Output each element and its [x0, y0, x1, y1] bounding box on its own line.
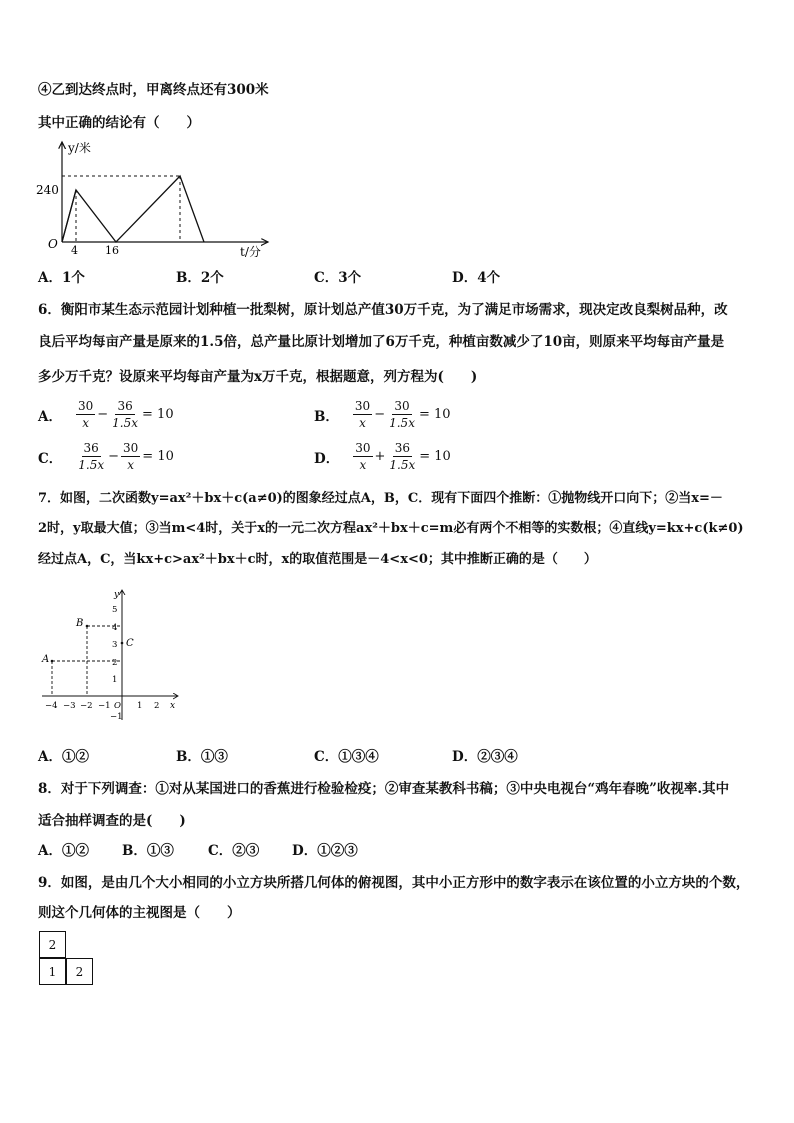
- q7-y-tick-5: 5: [112, 605, 118, 615]
- q7-y-tick-neg1: −1: [110, 712, 123, 722]
- q6-option-d: D． 30 x + $\frac{36}{1.5x}$ = 10: [314, 441, 451, 472]
- q9-cell-top: 2: [39, 931, 66, 958]
- q5-option-c: C．3个: [314, 270, 362, 286]
- q5-x-tick-a: 4: [71, 244, 78, 257]
- q6-line-1: 6．衡阳市某生态示范园计划种植一批梨树，原计划总产值30万千克，为了满足市场需求，现决定改良梨树品种，改: [38, 302, 728, 318]
- q5-line-1: [62, 176, 204, 242]
- q5-line-2: [62, 190, 76, 242]
- q5-item4: ④乙到达终点时，甲离终点还有300米: [38, 82, 269, 98]
- q7-point-a: A: [42, 654, 50, 665]
- q9-line-2: 则这个几何体的主视图是（ ）: [38, 905, 241, 921]
- q7-option-a: A．①②: [38, 749, 89, 765]
- q5-option-a: A．1个: [38, 270, 85, 286]
- q7-point-c-dot: [121, 642, 124, 645]
- q7-option-b: B．①③: [176, 749, 228, 765]
- q7-point-c: C: [126, 638, 134, 649]
- q7-x-tick-1: 1: [137, 701, 143, 711]
- q7-x-axis-label: x: [170, 701, 176, 711]
- q7-line-3: 经过点A，C，当kx+c>ax²＋bx＋c时，x的取值范围是－4<x<0；其中推断正确的是（ ）: [38, 552, 597, 567]
- q6-option-c: C． 36 1.5x − $\frac{30}{x}$ = 10: [38, 441, 174, 472]
- q7-x-tick-2: 2: [154, 701, 160, 711]
- q5-x-tick-b: 16: [105, 244, 119, 257]
- q7-point-a-dot: [51, 660, 54, 663]
- q7-x-tick-neg3: −3: [63, 701, 76, 711]
- q6-option-a: A． 30 x − $\frac{36}{1.5x}$ = 10: [38, 399, 174, 430]
- q7-x-tick-neg2: −2: [80, 701, 93, 711]
- q5-x-label: t/分: [240, 245, 261, 259]
- q6-line-2: 良后平均每亩产量是原来的1.5倍，总产量比原计划增加了6万千克，种植亩数减少了10亩，则原来平均每亩产量是: [38, 334, 725, 350]
- q8-line-1: 8．对于下列调查：①对从某国进口的香蕉进行检验检疫；②审查某教科书稿；③中央电视台“鸡年春晚”收视率.其中: [38, 781, 730, 797]
- q5-origin: O: [48, 237, 58, 251]
- q8-option-a: A．①②: [38, 843, 89, 859]
- q5-prompt: 其中正确的结论有（ ）: [38, 115, 200, 131]
- q7-option-c: C．①③④: [314, 749, 379, 765]
- q7-point-b-dot: [86, 625, 89, 628]
- q9-cell-bottom-left: 1: [39, 958, 66, 985]
- q8-option-c: C．②③: [208, 843, 260, 859]
- q8-option-b: B．①③: [122, 843, 174, 859]
- q7-y-tick-1: 1: [112, 675, 118, 685]
- q6-option-b: B． 30 x − $\frac{30}{1.5x}$ = 10: [314, 399, 451, 430]
- q7-y-axis-label: y: [114, 590, 120, 600]
- q9-line-1: 9．如图，是由几个大小相同的小立方块所搭几何体的俯视图，其中小正方形中的数字表示在该位置的小立方块的个数，: [38, 875, 750, 891]
- q7-x-tick-neg4: −4: [45, 701, 58, 711]
- q7-y-tick-2: 2: [112, 658, 118, 668]
- q7-line-2: 2时，y取最大值；③当m<4时，关于x的一元二次方程ax²＋bx＋c=m必有两个不相等的实数根；④直线y=kx+c(k≠0): [38, 521, 744, 536]
- q7-option-d: D．②③④: [452, 749, 518, 765]
- q7-coordinate-graph: [36, 586, 186, 726]
- q7-line-1: 7．如图，二次函数y=ax²＋bx＋c(a≠0)的图象经过点A，B，C．现有下面四个推断：①抛物线开口向下；②当x=－: [38, 491, 723, 506]
- q6-line-3: 多少万千克？设原来平均每亩产量为x万千克，根据题意，列方程为( ): [38, 369, 478, 385]
- q8-option-d: D．①②③: [292, 843, 358, 859]
- q5-option-b: B．2个: [176, 270, 224, 286]
- q9-cell-bottom-right: 2: [66, 958, 93, 985]
- q7-origin: O: [114, 701, 121, 711]
- q5-y-label: y/米: [68, 141, 91, 155]
- q5-option-d: D．4个: [452, 270, 501, 286]
- q7-x-tick-neg1: −1: [98, 701, 111, 711]
- q5-y-tick: 240: [36, 183, 59, 197]
- q7-y-tick-3: 3: [112, 640, 118, 650]
- q7-point-b: B: [76, 618, 84, 629]
- q7-y-tick-4: 4: [112, 623, 118, 633]
- q8-line-2: 适合抽样调查的是( ): [38, 813, 186, 829]
- q5-distance-time-graph: [28, 138, 278, 262]
